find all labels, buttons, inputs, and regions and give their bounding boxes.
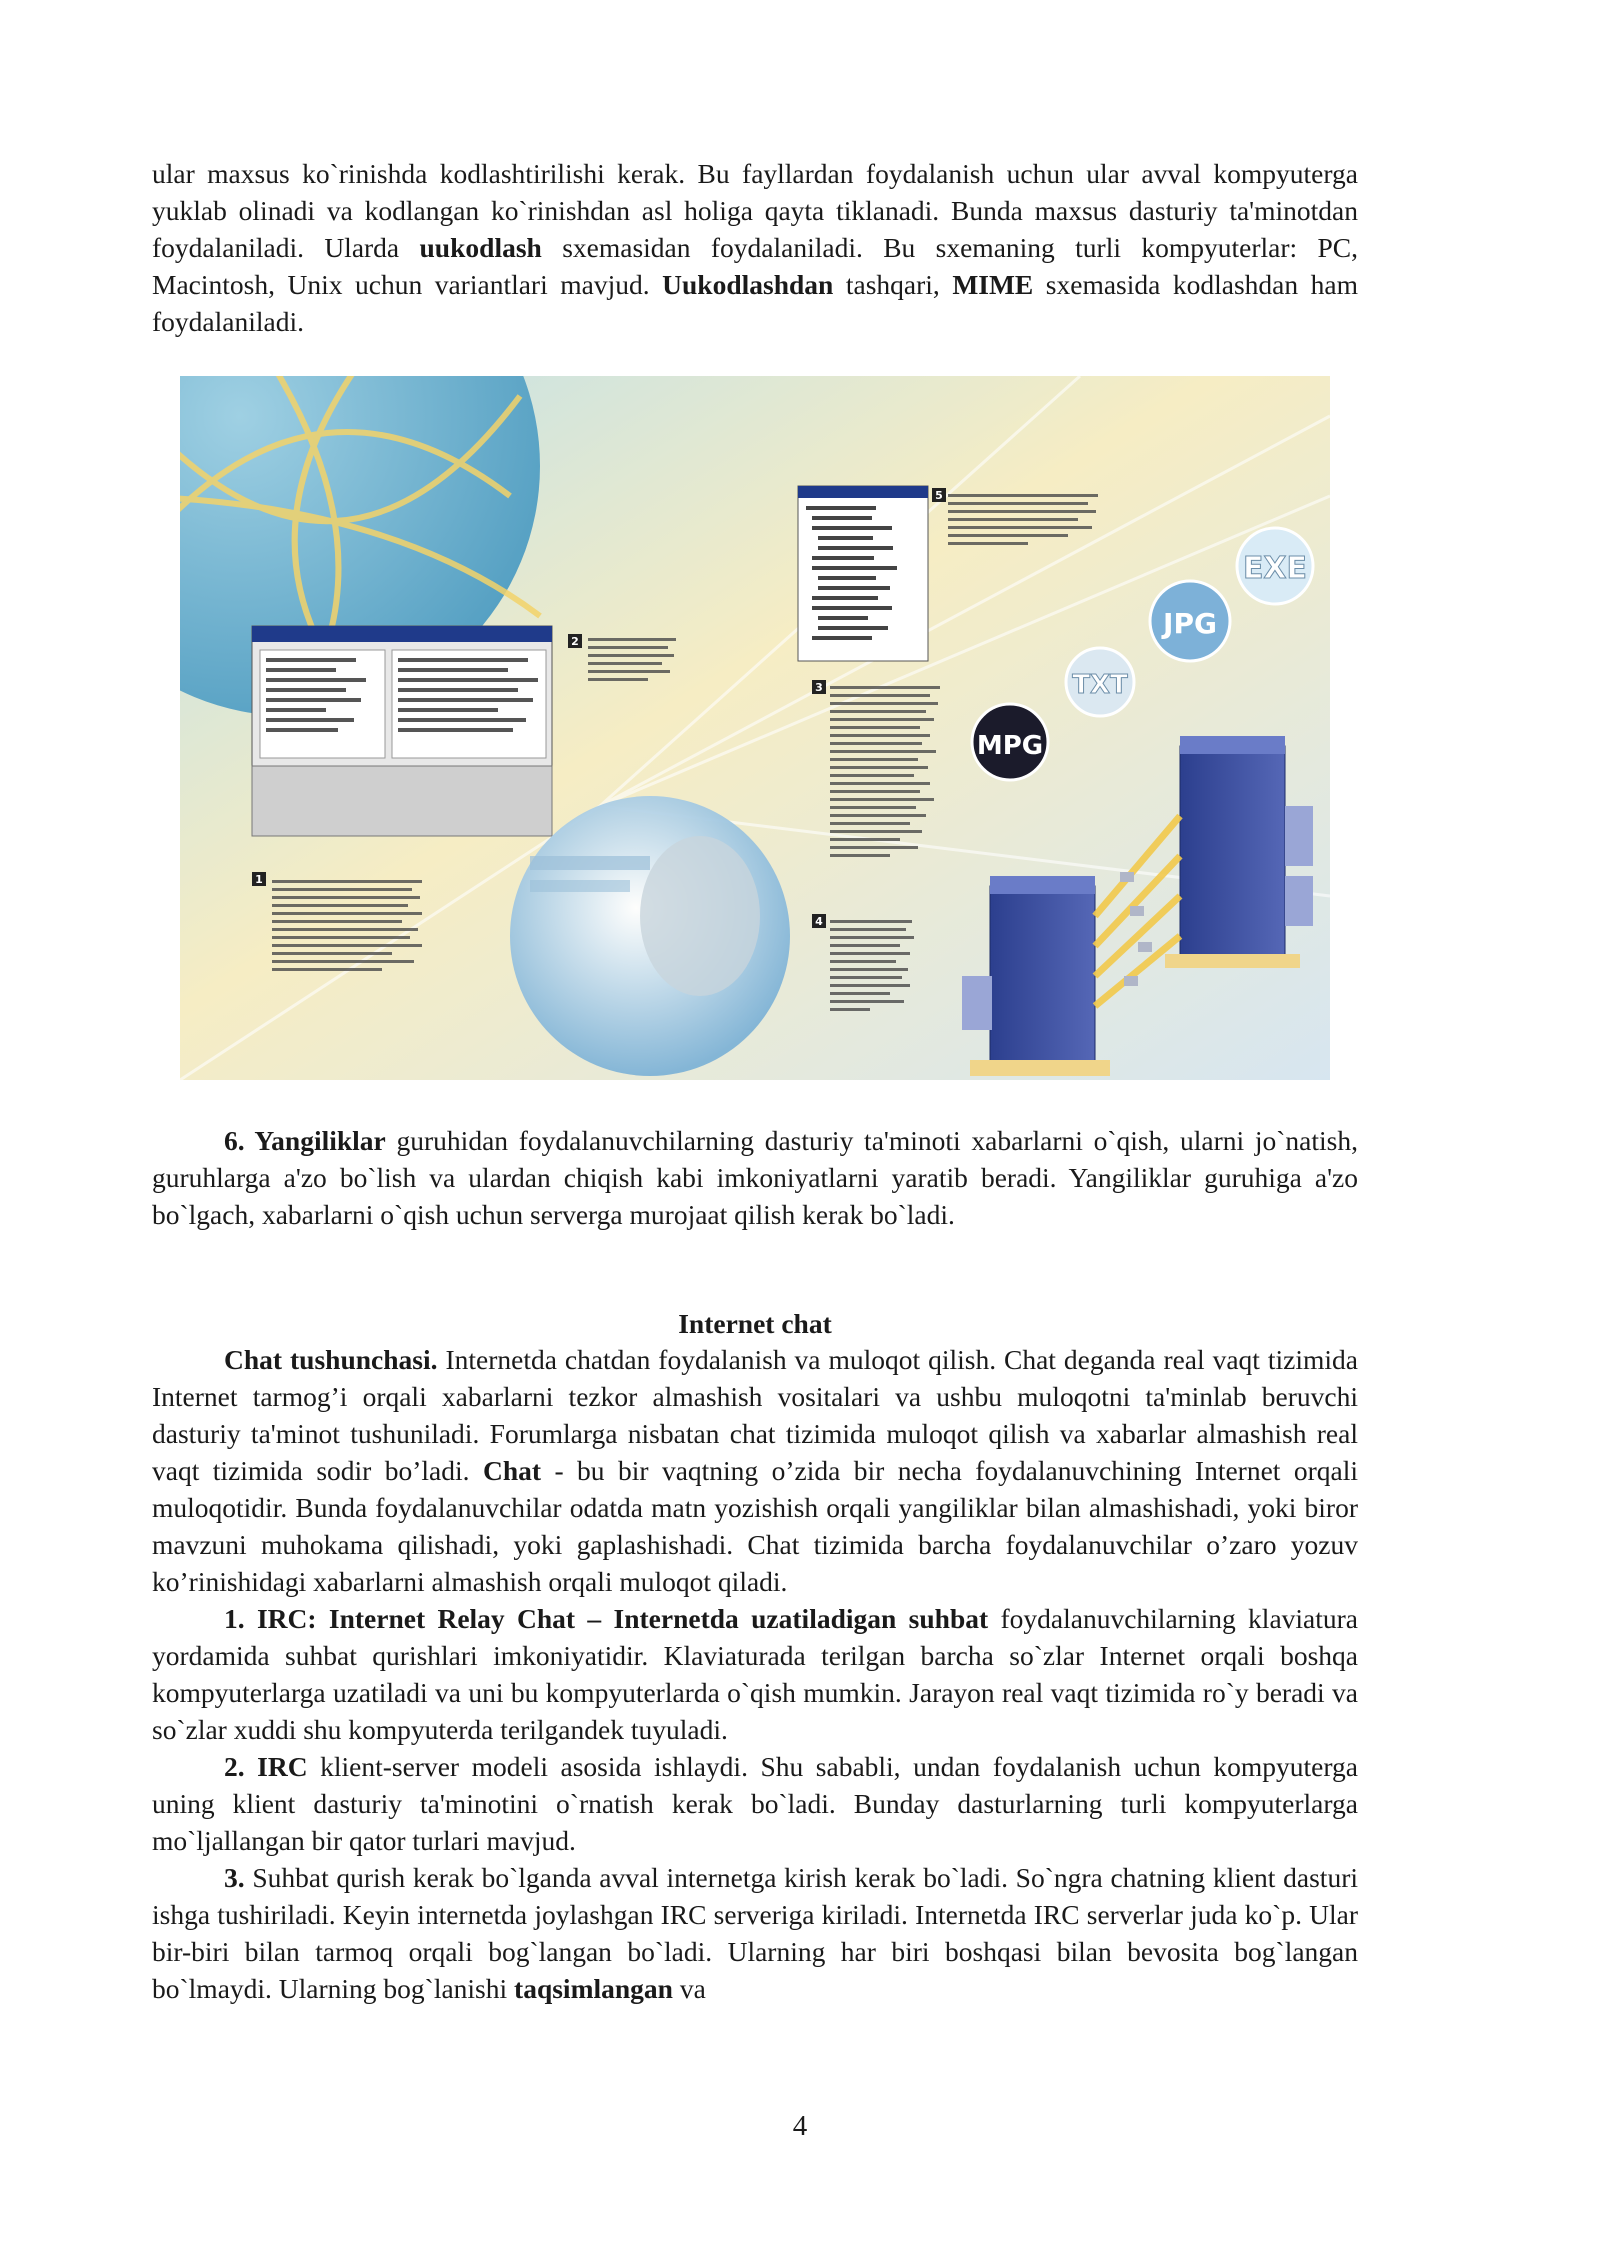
step-number-5: 5 — [935, 489, 943, 502]
mpg-badge: MPG — [976, 731, 1044, 761]
txt-badge: TXT — [1072, 670, 1128, 700]
exe-badge: EXE — [1242, 551, 1308, 586]
paragraph-irc-steps: 3. Suhbat qurish kerak bo`lganda avval internetga kirish kerak bo`ladi. So`ngra chatning klient dasturi ishga tushiriladi. Keyin internetda joylashgan IRC serveriga kiriladi. Internetda IRC serverlar juda ko`p. Ular bir-biri bilan tarmoq orqali bog`langan bo`ladi. Ularning har biri boshqasi bilan bevosita bog`langan bo`lmaydi. Ularning bog`lanishi taqsimlangan va — [152, 1862, 1358, 2004]
paragraph-chat-concept: Chat tushunchasi. Internetda chatdan foydalanish va muloqot qilish. Chat deganda real vaqt tizimida Internet tarmog’i orqali xabarlarni tezkor almashish vositalari va ushbu muloqotni ta'minlab beruvchi dasturiy ta'minot tushuniladi. Forumlarga nisbatan chat tizimida muloqot qilish va xabarlar almashish real vaqt tizimida sodir bo’ladi. Chat - bu bir vaqtning o’zida bir necha foydalanuvchining Internet orqali muloqotidir. Bunda foydalanuvchilar odatda matn yozishish orqali yangiliklar bilan almashishadi, yoki biror mavzuni muhokama qilishadi, yoki gaplashishadi. Chat tizimida barcha foydalanuvchilar o’zaro yozuv ko’rinishidagi xabarlarni almashish orqali muloqot qiladi. — [152, 1344, 1358, 1597]
term-uukodlash: uukodlash — [419, 232, 542, 263]
usenet-illustration — [180, 376, 1330, 1080]
section-title: Internet chat — [678, 1308, 832, 1339]
paragraph-irc-definition: 1. IRC: Internet Relay Chat – Internetda uzatiladigan suhbat foydalanuvchilarning klaviatura yordamida suhbat qurishlari imkoniyatidir. Klaviaturada terilgan barcha so`zlar Internet orqali boshqa kompyuterlarga uzatiladi va uni bu kompyuterlarda o`qish mumkin. Jarayon real vaqt tizimida ro`y beradi va so`zlar xuddi shu kompyuterda terilgandek tuyuladi. — [152, 1603, 1358, 1745]
paragraph-block-top — [152, 155, 1358, 340]
paragraph-encoding: ular maxsus ko`rinishda kodlashtirilishi kerak. Bu fayllardan foydalanish uchun ular avval kompyuterga yuklab olinadi va kodlangan ko`rinishdan asl holiga qayta tiklanadi. Bunda maxsus dasturiy ta'minotdan foydalaniladi. Ularda uukodlash sxemasidan foydalaniladi. Bu sxemaning turli kompyuterlar: PC, Macintosh, Unix uchun variantlari mavjud. Uukodlashdan tashqari, MIME sxemasida kodlashdan ham foydalaniladi. — [152, 158, 1359, 337]
step-number-3: 3 — [815, 681, 823, 694]
step-number-4: 4 — [815, 915, 823, 928]
paragraph-newsgroups: 6. Yangiliklar guruhidan foydalanuvchilarning dasturiy ta'minoti xabarlarni o`qish, ularni jo`natish, guruhlarga a'zo bo`lish va ulardan chiqish kabi imkoniyatlarni yaratib beradi. Yangiliklar guruhiga a'zo bo`lgach, xabarlarni o`qish uchun serverga murojaat qilish kerak bo`ladi. — [152, 1125, 1358, 1230]
step-number-2: 2 — [571, 635, 579, 648]
paragraph-block-news — [152, 1122, 1358, 1233]
step-number-1: 1 — [255, 873, 263, 886]
jpg-badge: JPG — [1163, 607, 1217, 640]
paragraph-block-chat — [152, 1341, 1358, 2007]
term-uukodlashdan: Uukodlashdan — [662, 269, 834, 300]
group-list-window — [798, 486, 928, 661]
page-number: 4 — [792, 2110, 808, 2142]
paragraph-irc-client-server: 2. IRC klient-server modeli asosida ishlaydi. Shu sababli, undan foydalanish uchun kompyuterga uning klient dasturiy ta'minotini o`rnatish kerak bo`ladi. Bunday dasturlarning turli kompyuterlarga mo`ljallangan bir qator turlari mavjud. — [152, 1751, 1358, 1856]
term-mime: MIME — [952, 269, 1034, 300]
